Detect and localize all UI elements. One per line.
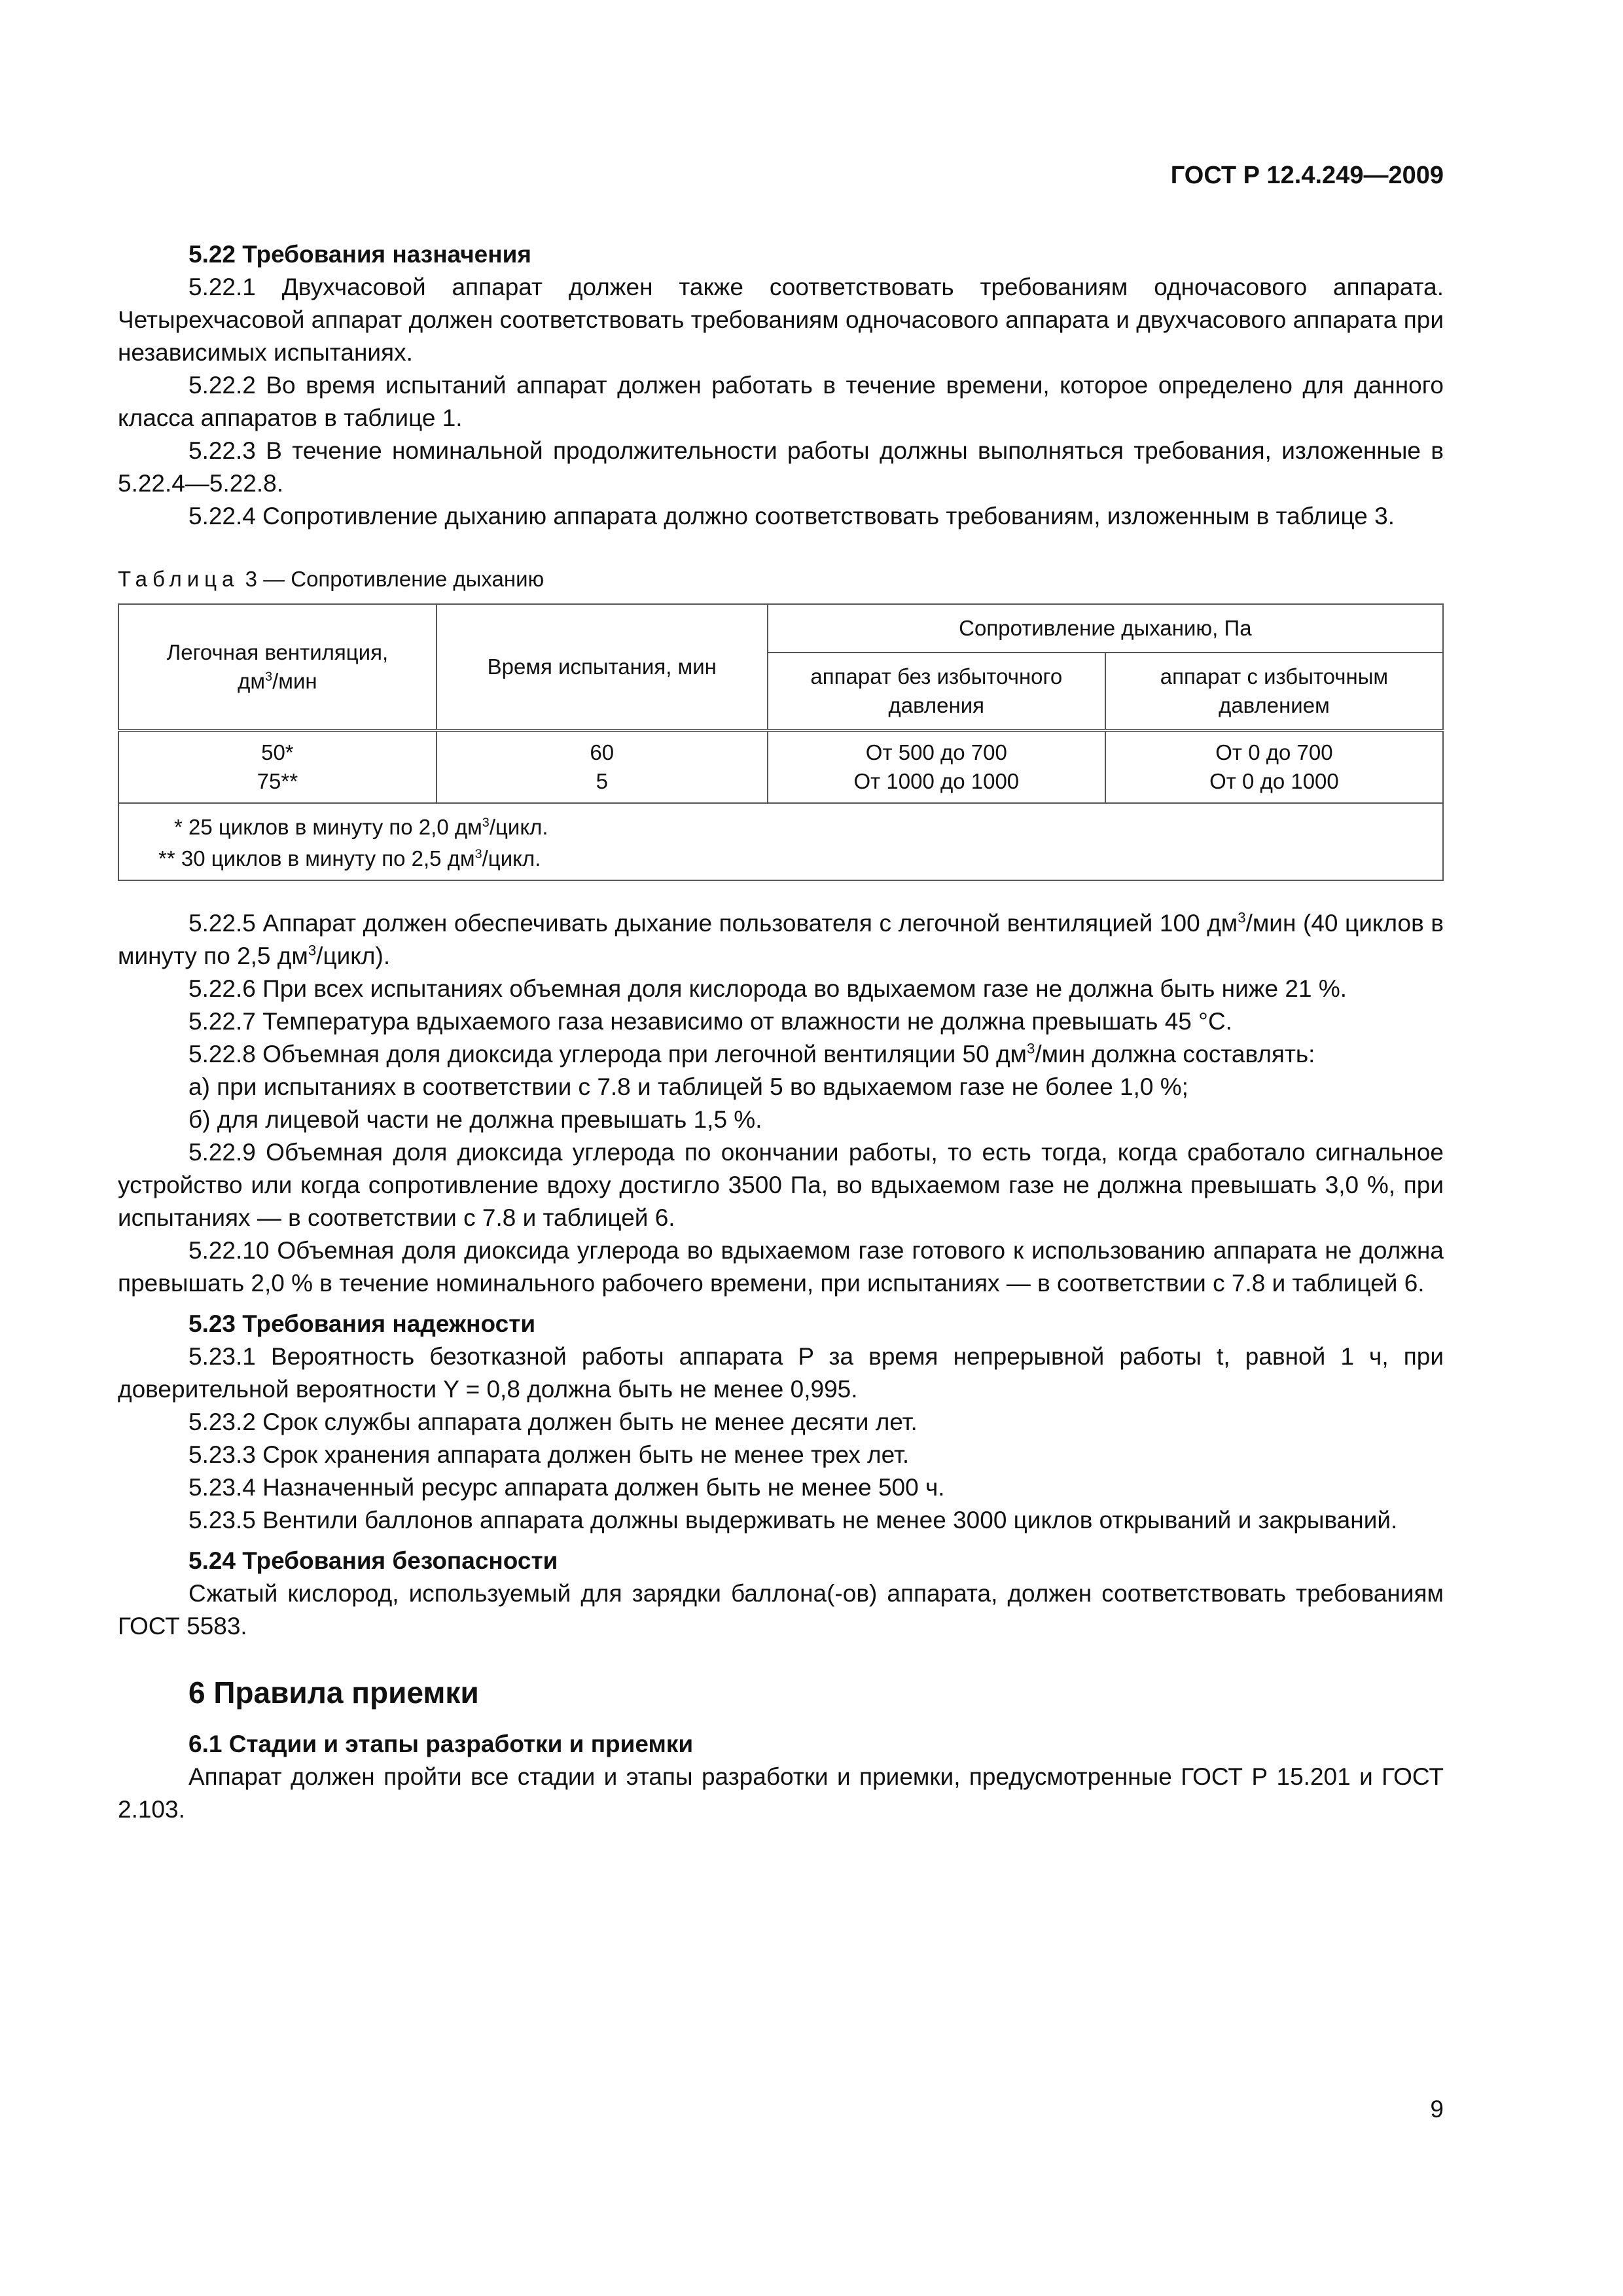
table-cell: 50* 75** [118, 730, 437, 803]
table-header-cell: Легочная вентиляция, $дм^3$/мин [118, 604, 437, 730]
table-cell: От 0 до 700 От 0 до 1000 [1105, 730, 1443, 803]
table-header-cell: Сопротивление дыханию, Па [768, 604, 1443, 653]
chapter-heading: 6 Правила приемки [188, 1676, 479, 1710]
table-footnote-row [118, 803, 1443, 880]
table-header-cell: аппарат без избыточного давления [768, 653, 1105, 730]
paragraph: 5.22.10 Объемная доля диоксида углерода во вдыхаемом газе готового к использованию аппарата не должна превышать 2,0 % в течение номинального рабочего времени, при испытаниях — в соответствии с 7.8 и таблицей 6. [118, 1237, 1444, 1297]
paragraph: 5.23.5 Вентили баллонов аппарата должны выдерживать не менее 3000 циклов открываний и закрываний. [188, 1507, 1398, 1534]
document-header: ГОСТ Р 12.4.249—2009 [1170, 162, 1444, 189]
paragraph: 5.22.2 Во время испытаний аппарат должен работать в течение времени, которое определено для данного класса аппаратов в таблице 1. [118, 372, 1444, 431]
paragraph: 5.23.4 Назначенный ресурс аппарата должен быть не менее 500 ч. [188, 1474, 945, 1501]
table-header-cell: Время испытания, мин [437, 604, 768, 730]
section-heading: 6.1 Стадии и этапы разработки и приемки [188, 1731, 694, 1757]
paragraph: Сжатый кислород, используемый для зарядки баллона(-ов) аппарата, должен соответствовать требованиям ГОСТ 5583. [118, 1580, 1444, 1640]
document-body [118, 0, 1444, 1826]
list-item: а) при испытаниях в соответствии с 7.8 и таблицей 5 во вдыхаемом газе не более 1,0 %; [188, 1073, 1188, 1100]
paragraph: 5.22.4 Сопротивление дыханию аппарата должно соответствовать требованиям, изложенным в таблице 3. [188, 503, 1395, 529]
table-row [118, 730, 1443, 803]
paragraph: 5.22.7 Температура вдыхаемого газа независимо от влажности не должна превышать 45 °С. [188, 1008, 1232, 1035]
section-heading: 5.24 Требования безопасности [188, 1547, 558, 1574]
table-cell: 60 5 [437, 730, 768, 803]
paragraph: Аппарат должен пройти все стадии и этапы разработки и приемки, предусмотренные ГОСТ Р 15.201 и ГОСТ 2.103. [118, 1763, 1444, 1823]
paragraph: 5.22.1 Двухчасовой аппарат должен также соответствовать требованиям одночасового аппарата. Четырехчасовой аппарат должен соответствовать требованиям одночасового аппарата и двухчасового аппарата при независимых испытаниях. [118, 274, 1444, 366]
section-heading: 5.22 Требования назначения [188, 241, 531, 268]
list-item: б) для лицевой части не должна превышать 1,5 %. [188, 1106, 762, 1133]
paragraph: 5.23.3 Срок хранения аппарата должен быть не менее трех лет. [188, 1441, 910, 1468]
paragraph: 5.22.8 Объемная доля диоксида углерода при легочной вентиляции 50 $дм^3$/мин должна составлять: [188, 1040, 1315, 1067]
paragraph: 5.22.6 При всех испытаниях объемная доля кислорода во вдыхаемом газе не должна быть ниже 21 %. [188, 975, 1347, 1002]
paragraph: 5.23.2 Срок службы аппарата должен быть не менее десяти лет. [188, 1408, 918, 1435]
table-footnotes: * 25 циклов в минуту по 2,0 $дм^3$/цикл. ** 30 циклов в минуту по 2,5 $дм^3$/цикл. [118, 803, 1443, 880]
paragraph: 5.22.9 Объемная доля диоксида углерода по окончании работы, то есть тогда, когда сработало сигнальное устройство или когда сопротивление вдоху достигло 3500 Па, во вдыхаемом газе не должна превышать 3,0 %, при испытаниях — в соответствии с 7.8 и таблицей 6. [118, 1139, 1444, 1231]
page-number: 9 [1430, 2096, 1444, 2123]
breathing-resistance-table [118, 603, 1444, 881]
table-header-cell: аппарат с избыточным давлением [1105, 653, 1443, 730]
table-cell: От 500 до 700 От 1000 до 1000 [768, 730, 1105, 803]
paragraph: 5.22.5 Аппарат должен обеспечивать дыхание пользователя с легочной вентиляцией 100 $дм^3$/мин (40 циклов в минуту по 2,5 $дм^3/цикл$). [118, 909, 1444, 969]
section-heading: 5.23 Требования надежности [188, 1310, 536, 1337]
paragraph: 5.23.1 Вероятность безотказной работы аппарата P за время непрерывной работы t, равной 1 ч, при доверительной вероятности Y = 0,8 должна быть не менее 0,995. [118, 1343, 1444, 1403]
paragraph: 5.22.3 В течение номинальной продолжительности работы должны выполняться требования, изложенные в 5.22.4—5.22.8. [118, 437, 1444, 497]
table-caption: Таблица 3 — Сопротивление дыханию [118, 567, 544, 591]
